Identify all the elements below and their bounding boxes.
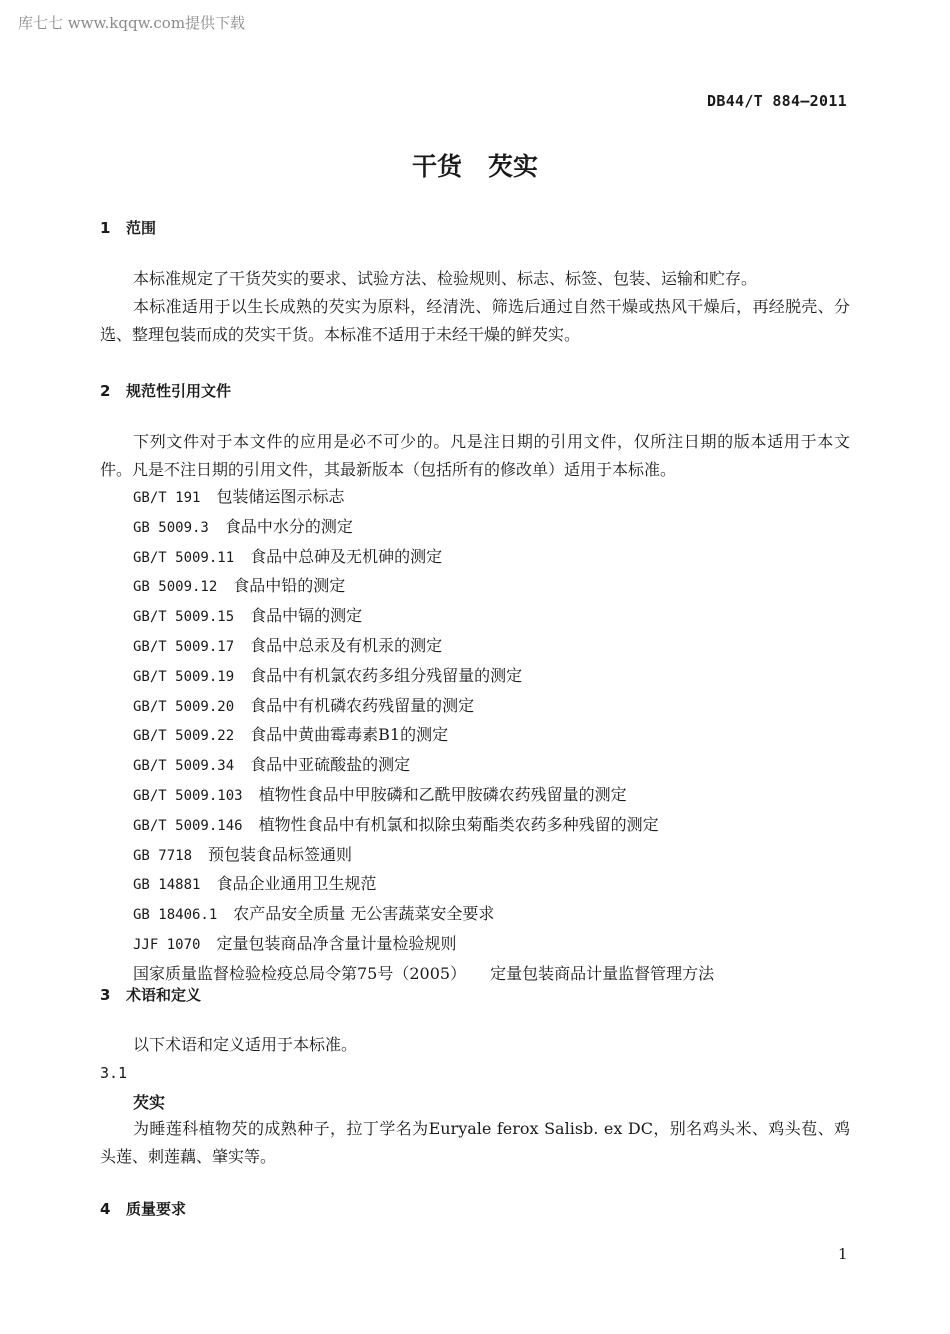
reference-code: GB/T 5009.146 — [133, 817, 243, 834]
reference-name: 预包装食品标签通则 — [208, 844, 353, 864]
reference-code: JJF 1070 — [133, 936, 201, 953]
section-2-intro — [100, 428, 850, 484]
reference-name: 农产品安全质量 无公害蔬菜安全要求 — [233, 904, 495, 924]
reference-code: GB/T 5009.34 — [133, 758, 235, 775]
reference-name: 食品企业通用卫生规范 — [216, 874, 377, 894]
reference-item — [133, 781, 714, 811]
paragraph: 下列文件对于本文件的应用是必不可少的。凡是注日期的引用文件，仅所注日期的版本适用于本文件。凡是不注日期的引用文件，其最新版本（包括所有的修改单）适用于本标准。 — [100, 432, 850, 479]
reference-item — [133, 572, 714, 602]
reference-name: 定量包装商品计量监督管理方法 — [490, 963, 715, 983]
reference-code: GB 7718 — [133, 847, 193, 864]
reference-code: GB/T 191 — [133, 490, 201, 506]
section-title: 规范性引用文件 — [126, 382, 232, 400]
normative-references-list — [133, 483, 714, 989]
reference-item — [133, 870, 714, 900]
reference-item — [133, 811, 714, 841]
paragraph: 为睡莲科植物芡的成熟种子，拉丁学名为Euryale ferox Salisb. ex DC，别名鸡头米、鸡头苞、鸡头莲、刺莲藕、肇实等。 — [100, 1119, 850, 1166]
reference-code: GB/T 5009.20 — [133, 698, 235, 715]
reference-code: GB/T 5009.17 — [133, 638, 235, 655]
reference-name: 食品中水分的测定 — [224, 516, 353, 536]
reference-code: GB 14881 — [133, 877, 201, 894]
reference-name: 包装储运图示标志 — [216, 487, 345, 506]
watermark: 库七七 www.kqqw.com提供下载 — [18, 14, 246, 32]
reference-item — [133, 930, 714, 960]
reference-item — [133, 751, 714, 781]
reference-name: 食品中总汞及有机汞的测定 — [250, 635, 443, 655]
reference-code: GB/T 5009.15 — [133, 609, 235, 626]
reference-name: 食品中有机氯农药多组分残留量的测定 — [250, 665, 523, 685]
reference-code: GB/T 5009.11 — [133, 549, 235, 566]
reference-name: 食品中镉的测定 — [250, 606, 363, 626]
reference-code: GB/T 5009.103 — [133, 787, 243, 804]
standard-number: DB44/T 884—2011 — [707, 92, 847, 110]
reference-item — [133, 632, 714, 662]
section-title: 质量要求 — [126, 1200, 187, 1218]
paragraph: 以下术语和定义适用于本标准。 — [133, 1035, 358, 1054]
paragraph: 本标准适用于以生长成熟的芡实为原料，经清洗、筛选后通过自然干燥或热风干燥后，再经脱壳、分选、整理包装而成的芡实干货。本标准不适用于未经干燥的鲜芡实。 — [100, 297, 850, 344]
reference-code: GB 5009.12 — [133, 579, 218, 596]
term-definition — [100, 1115, 850, 1171]
reference-name: 食品中亚硫酸盐的测定 — [250, 755, 411, 775]
reference-item — [133, 841, 714, 871]
reference-item — [133, 602, 714, 632]
section-title: 术语和定义 — [126, 986, 202, 1004]
reference-name: 定量包装商品净含量计量检验规则 — [216, 933, 457, 953]
reference-code: GB/T 5009.22 — [133, 728, 235, 745]
section-title: 范围 — [126, 219, 157, 237]
section-number: 4 — [100, 1200, 111, 1218]
reference-code: 国家质量监督检验检疫总局令第75号（2005） — [133, 963, 467, 983]
reference-name: 食品中总砷及无机砷的测定 — [250, 546, 443, 566]
reference-code: GB 18406.1 — [133, 907, 218, 924]
section-number: 1 — [100, 219, 111, 237]
section-heading-3 — [100, 984, 201, 1005]
reference-item — [133, 960, 714, 989]
section-1-body — [100, 265, 850, 349]
reference-name: 食品中铅的测定 — [233, 576, 346, 596]
section-3-intro — [100, 1031, 850, 1059]
section-heading-4 — [100, 1198, 186, 1219]
reference-name: 植物性食品中甲胺磷和乙酰甲胺磷农药残留量的测定 — [258, 784, 627, 804]
reference-code: GB 5009.3 — [133, 519, 209, 536]
page-number: 1 — [838, 1245, 848, 1263]
reference-name: 植物性食品中有机氯和拟除虫菊酯类农药多种残留的测定 — [258, 814, 659, 834]
section-heading-1 — [100, 217, 156, 238]
section-heading-2 — [100, 380, 231, 401]
reference-item — [133, 692, 714, 722]
title-part-1: 干货 — [411, 152, 462, 181]
reference-item — [133, 483, 714, 513]
subsection-number: 3.1 — [100, 1064, 128, 1082]
section-number: 3 — [100, 986, 111, 1004]
reference-item — [133, 513, 714, 543]
document-title — [0, 147, 950, 183]
reference-item — [133, 543, 714, 573]
reference-item — [133, 900, 714, 930]
reference-name: 食品中有机磷农药残留量的测定 — [250, 695, 475, 715]
term-title: 芡实 — [133, 1093, 166, 1112]
reference-item — [133, 721, 714, 751]
reference-item — [133, 662, 714, 692]
section-number: 2 — [100, 382, 111, 400]
title-part-2: 芡实 — [488, 152, 539, 181]
paragraph: 本标准规定了干货芡实的要求、试验方法、检验规则、标志、标签、包装、运输和贮存。 — [133, 269, 758, 288]
reference-code: GB/T 5009.19 — [133, 668, 235, 685]
reference-name: 食品中黄曲霉毒素B1的测定 — [250, 725, 449, 745]
